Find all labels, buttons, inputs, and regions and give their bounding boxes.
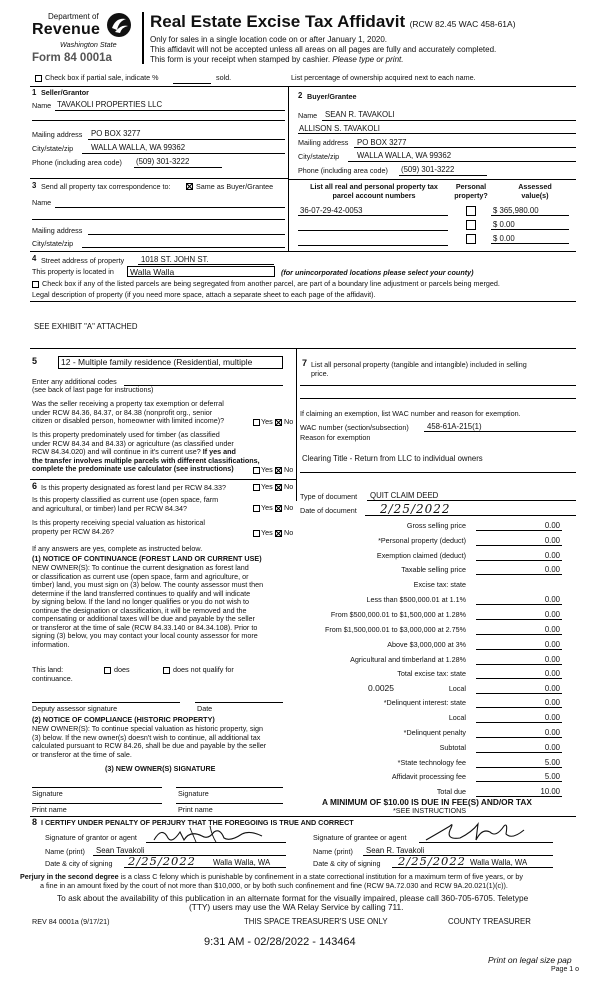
partial-sale-label: Check box if partial sale, indicate % bbox=[45, 73, 159, 82]
tax-row-value[interactable]: 0.00 bbox=[544, 521, 560, 530]
tax-row-label: Local bbox=[448, 713, 466, 722]
section-5-number: 5 bbox=[32, 356, 38, 366]
current-use-yes-checkbox[interactable] bbox=[253, 505, 260, 512]
doc-date[interactable]: 2/25/2022 bbox=[380, 502, 451, 516]
tax-row-underline bbox=[476, 678, 562, 679]
q-line: complete the predominate use calculator (see instructions) bbox=[32, 464, 234, 473]
seller-name[interactable]: TAVAKOLI PROPERTIES LLC bbox=[57, 100, 163, 109]
notice-line: calculated pursuant to RCW 84.26, shall be due and payable by the seller bbox=[32, 741, 267, 750]
seller-name-label: Name bbox=[32, 101, 52, 110]
parcel-col-header-1b: parcel account numbers bbox=[332, 190, 416, 200]
notice-continuance-text bbox=[32, 564, 263, 649]
tax-row-value[interactable]: 0.00 bbox=[544, 669, 560, 678]
tax-row-label: Taxable selling price bbox=[401, 565, 466, 574]
tax-row-value[interactable]: 0.00 bbox=[544, 684, 560, 693]
personal-property-checkbox[interactable] bbox=[466, 220, 476, 230]
tax-row-label: Less than $500,000.01 at 1.1% bbox=[366, 595, 466, 604]
parcel-col-header-3 bbox=[500, 183, 570, 200]
list-percentage-note: List percentage of ownership acquired next to each name. bbox=[291, 73, 476, 82]
tax-row-label: Above $3,000,000 at 3% bbox=[387, 640, 466, 649]
legal-description: SEE EXHIBIT "A" ATTACHED bbox=[34, 322, 138, 331]
notice-continuance-title: (1) NOTICE OF CONTINUANCE (FOREST LAND OR CURRENT USE) bbox=[32, 554, 262, 563]
tax-row-value[interactable]: 0.00 bbox=[544, 536, 560, 545]
current-use-no-checkbox[interactable] bbox=[275, 505, 282, 512]
notice-line: (3) below. If the new owner(s) doesn't wish to continue, all additional tax bbox=[32, 732, 261, 742]
revenue-swirl-icon bbox=[106, 12, 132, 38]
local-rate[interactable]: 0.0025 bbox=[368, 683, 394, 693]
buyer-city[interactable]: WALLA WALLA, WA 99362 bbox=[357, 151, 452, 160]
tax-row-value[interactable]: 0.00 bbox=[544, 698, 560, 707]
does-label: does bbox=[114, 665, 130, 674]
label-line: price. bbox=[311, 368, 329, 378]
type-print-note: Please type or print. bbox=[332, 55, 404, 64]
print-legal-note: Print on legal size pap bbox=[488, 955, 572, 965]
tax-row-underline bbox=[476, 737, 562, 738]
tax-row-value[interactable]: 0.00 bbox=[544, 728, 560, 737]
q-line: Is this property classified as current use (open space, farm bbox=[32, 495, 219, 504]
assessed-value[interactable]: $ 0.00 bbox=[493, 234, 515, 243]
tax-row-underline bbox=[476, 693, 562, 694]
see-instructions-note: *SEE INSTRUCTIONS bbox=[393, 806, 467, 815]
if-yes-note: If any answers are yes, complete as instructed below. bbox=[32, 544, 203, 553]
current-use-question bbox=[32, 496, 218, 513]
parcel-col-header-2 bbox=[450, 183, 492, 200]
no-label: No bbox=[284, 417, 294, 426]
tax-row-value[interactable]: 0.00 bbox=[544, 655, 560, 664]
historical-yes-checkbox[interactable] bbox=[253, 530, 260, 537]
buyer-mail[interactable]: PO BOX 3277 bbox=[357, 138, 407, 147]
buyer-mail-label: Mailing address bbox=[298, 138, 349, 147]
yes-label: Yes bbox=[261, 482, 273, 491]
rcw-ref: (RCW 82.45 WAC 458-61A) bbox=[409, 19, 516, 29]
tax-row-value[interactable]: 0.00 bbox=[544, 551, 560, 560]
tax-row-value[interactable]: 0.00 bbox=[544, 640, 560, 649]
grantee-city[interactable]: Walla Walla, WA bbox=[470, 858, 528, 867]
tax-row-underline bbox=[476, 560, 562, 561]
tax-row-value[interactable]: 0.00 bbox=[544, 610, 560, 619]
tax-row-underline bbox=[476, 781, 562, 782]
wac-number[interactable]: 458-61A-215(1) bbox=[427, 422, 482, 431]
exemption-deferral-question bbox=[32, 400, 224, 426]
receipt-note: This form is your receipt when stamped by cashier. bbox=[150, 55, 331, 64]
tax-row-label: Total due bbox=[436, 787, 466, 796]
notice-compliance-text bbox=[32, 725, 266, 759]
parcel-col-header-2b: property? bbox=[454, 190, 488, 200]
personal-property-checkbox[interactable] bbox=[466, 234, 476, 244]
parcel-col-header-2a: Personal bbox=[455, 182, 487, 191]
seller-mail-label: Mailing address bbox=[32, 130, 83, 139]
notice-line: information. bbox=[32, 639, 70, 649]
q-bold: If yes and bbox=[202, 447, 236, 456]
rev-number: REV 84 0001a (9/17/21) bbox=[32, 917, 110, 926]
correspondence-name-label: Name bbox=[32, 198, 52, 207]
new-owner-signature-title: (3) NEW OWNER(S) SIGNATURE bbox=[105, 764, 216, 773]
correspondence-city-label: City/state/zip bbox=[32, 239, 74, 248]
grantor-city[interactable]: Walla Walla, WA bbox=[213, 858, 271, 867]
historical-question bbox=[32, 519, 205, 536]
tax-row-underline bbox=[476, 619, 562, 620]
tax-row-underline bbox=[476, 574, 562, 575]
tax-row-label: Total excise tax: state bbox=[397, 669, 466, 678]
segregated-label: Check box if any of the listed parcels are being segregated from another parcel, are part of a boundary line adjustment or parcels being merged. bbox=[42, 279, 500, 288]
reason-label: Reason for exemption bbox=[300, 433, 371, 442]
parcel-col-header-3a: Assessed bbox=[518, 182, 552, 191]
tax-row-value[interactable]: 5.00 bbox=[544, 772, 560, 781]
located-in-label: This property is located in bbox=[32, 267, 114, 276]
accessibility-line-1: To ask about the availability of this publication in an alternate format for the visually impaired, please call 360-705-6705. Teletype bbox=[57, 893, 529, 903]
grantor-signature[interactable] bbox=[150, 822, 270, 846]
tax-row-value[interactable]: 0.00 bbox=[544, 565, 560, 574]
forest-no-checkbox[interactable] bbox=[275, 484, 282, 491]
personal-property-checkbox[interactable] bbox=[466, 206, 476, 216]
same-as-buyer-checkbox[interactable] bbox=[186, 183, 193, 190]
q-line: under RCW 84.34 and 84.33) or agriculture (as classified under bbox=[32, 438, 234, 448]
tax-row-underline bbox=[476, 545, 562, 546]
owner-print-name-label-1: Print name bbox=[32, 805, 67, 814]
this-land-label: This land: bbox=[32, 665, 64, 674]
owner-signature-label-2: Signature bbox=[178, 789, 209, 798]
buyer-phone-label: Phone (including area code) bbox=[298, 166, 388, 175]
form-title bbox=[150, 12, 516, 32]
header-line-3 bbox=[150, 55, 403, 64]
minimum-due-note: A MINIMUM OF $10.00 IS DUE IN FEE(S) AND/OR TAX bbox=[322, 797, 532, 807]
tax-row-label: Gross selling price bbox=[406, 521, 466, 530]
forest-land-question: Is this property designated as forest land per RCW 84.33? bbox=[41, 483, 226, 492]
section-6-number: 6 bbox=[32, 481, 38, 491]
section-1-number: 1 bbox=[32, 88, 37, 97]
assessed-value[interactable]: $ 365,980.00 bbox=[493, 206, 539, 215]
segregated-checkbox[interactable] bbox=[32, 281, 39, 288]
tax-row-value[interactable]: 0.00 bbox=[544, 595, 560, 604]
deputy-date-label: Date bbox=[197, 704, 213, 713]
grantor-date-label: Date & city of signing bbox=[45, 859, 113, 868]
treasurer-use-label: THIS SPACE TREASURER'S USE ONLY bbox=[244, 917, 388, 926]
assessed-value[interactable]: $ 0.00 bbox=[493, 220, 515, 229]
buyer-name-2[interactable]: ALLISON S. TAVAKOLI bbox=[299, 124, 380, 133]
notice-line: or classification as current use (open space, farm and agriculture, or bbox=[32, 571, 249, 581]
does-not-label: does not qualify for bbox=[173, 665, 234, 674]
notice-line: NEW OWNER(S): To continue the current designation as forest land bbox=[32, 563, 249, 572]
exemption-claim-label: If claiming an exemption, list WAC number and reason for exemption. bbox=[300, 409, 521, 418]
parcel-number[interactable]: 36-07-29-42-0053 bbox=[300, 206, 363, 215]
perjury-text-1: is a class C felony which is punishable by confinement in a state correctional institution for a maximum term of five years, or by bbox=[120, 872, 523, 881]
q-line: the transfer involves multiple parcels with different classifications, bbox=[32, 455, 260, 465]
tax-row-label: *Delinquent interest: state bbox=[383, 698, 466, 707]
correspondence-label: Send all property tax correspondence to: bbox=[41, 182, 171, 191]
tax-row-value[interactable]: 5.00 bbox=[544, 758, 560, 767]
seller-city[interactable]: WALLA WALLA, WA 99362 bbox=[91, 143, 186, 152]
legal-description-label: Legal description of property (if you need more space, attach a separate sheet to each page of the affidavit). bbox=[32, 290, 376, 299]
grantee-name[interactable]: Sean R. Tavakoli bbox=[366, 846, 425, 855]
tax-row-underline bbox=[476, 664, 562, 665]
seller-phone[interactable]: (509) 301-3222 bbox=[136, 157, 190, 166]
doc-type-label: Type of document bbox=[300, 492, 358, 501]
section-4-number: 4 bbox=[32, 254, 37, 263]
label-line: List all personal property (tangible and intangible) included in selling bbox=[311, 360, 527, 369]
grantor-name[interactable]: Sean Tavakoli bbox=[96, 846, 145, 855]
doc-date-label: Date of document bbox=[300, 506, 357, 515]
notice-line: NEW OWNER(S): To continue special valuation as historic property, sign bbox=[32, 724, 264, 733]
partial-sale-checkbox[interactable] bbox=[35, 75, 42, 82]
title-text: Real Estate Excise Tax Affidavit bbox=[150, 12, 406, 31]
tax-row-label: Subtotal bbox=[439, 743, 466, 752]
parcel-col-header-1a: List all real and personal property tax bbox=[310, 182, 438, 191]
tax-row-label: Agricultural and timberland at 1.28% bbox=[350, 655, 466, 664]
street-label: Street address of property bbox=[41, 256, 125, 265]
tax-row-underline bbox=[476, 767, 562, 768]
section-7-number: 7 bbox=[302, 358, 308, 368]
legal-description-box[interactable] bbox=[30, 301, 576, 349]
grantor-name-label: Name (print) bbox=[45, 847, 85, 856]
notice-line: or transferor at the time of sale (RCW 84.33.140 or 84.34.108). Prior to bbox=[32, 622, 258, 632]
section-3-number: 3 bbox=[32, 181, 37, 190]
q-line: and agricultural, or timber) land per RCW 84.34? bbox=[32, 503, 188, 513]
does-not-qualify-checkbox[interactable] bbox=[163, 667, 170, 674]
location-select[interactable]: Walla Walla bbox=[127, 266, 275, 277]
tax-row-underline bbox=[476, 604, 562, 605]
accessibility-line-2: (TTY) users may use the WA Relay Service by calling 711. bbox=[189, 902, 404, 912]
buyer-name-1[interactable]: SEAN R. TAVAKOLI bbox=[325, 110, 395, 119]
perjury-bold: Perjury in the second degree bbox=[20, 872, 119, 881]
tax-row-underline bbox=[476, 722, 562, 723]
grantee-signature[interactable] bbox=[420, 818, 540, 844]
section-2-number: 2 bbox=[298, 91, 303, 100]
forest-yes-checkbox[interactable] bbox=[253, 484, 260, 491]
additional-codes-label: Enter any additional codes bbox=[32, 377, 117, 386]
yes-label: Yes bbox=[261, 503, 273, 512]
yes-label: Yes bbox=[261, 528, 273, 537]
header-line-2: This affidavit will not be accepted unless all areas on all pages are fully and accurately completed. bbox=[150, 45, 497, 54]
buyer-name-label: Name bbox=[298, 111, 318, 120]
tax-row-value[interactable]: 0.00 bbox=[544, 713, 560, 722]
tax-row-label: Excise tax: state bbox=[413, 580, 466, 589]
notice-line: compensating or additional taxes will be due and payable by the seller bbox=[32, 614, 255, 623]
tax-row-value[interactable]: 0.00 bbox=[544, 625, 560, 634]
tax-row-underline bbox=[476, 634, 562, 635]
yes-label: Yes bbox=[261, 465, 273, 474]
tax-row-label: From $1,500,000.01 to $3,000,000 at 2.75% bbox=[324, 625, 466, 634]
notice-line: determine if the land transferred continues to qualify and will indicate bbox=[32, 588, 251, 598]
q-line: property per RCW 84.26? bbox=[32, 526, 114, 536]
tax-row-label: Exemption claimed (deduct) bbox=[376, 551, 466, 560]
doc-type[interactable]: QUIT CLAIM DEED bbox=[370, 491, 439, 500]
seller-phone-label: Phone (including area code) bbox=[32, 158, 122, 167]
page-number: Page 1 o bbox=[551, 966, 580, 973]
dept-line: Department of bbox=[48, 12, 99, 21]
q-line: Was the seller receiving a property tax exemption or deferral bbox=[32, 399, 224, 408]
grantor-date[interactable]: 2/25/2022 bbox=[128, 854, 196, 868]
wac-label: WAC number (section/subsection) bbox=[300, 423, 409, 432]
grantee-date[interactable]: 2/25/2022 bbox=[398, 854, 466, 868]
exemption-no-checkbox[interactable] bbox=[275, 419, 282, 426]
grantor-signature-label: Signature of grantor or agent bbox=[45, 833, 137, 842]
notice-line: continue the designation or classification, it will be removed and the bbox=[32, 605, 247, 615]
seller-heading: Seller/Grantor bbox=[41, 88, 89, 97]
no-label: No bbox=[284, 528, 294, 537]
buyer-heading: Buyer/Grantee bbox=[307, 92, 357, 101]
q-line: citizen or disabled person, homeowner with limited income)? bbox=[32, 416, 225, 425]
seller-mail[interactable]: PO BOX 3277 bbox=[91, 129, 141, 138]
tax-row-underline bbox=[476, 649, 562, 650]
parcel-col-header-3b: value(s) bbox=[521, 190, 549, 200]
q-text: RCW 84.34.020) and will continue in it's current use? bbox=[32, 447, 201, 456]
correspondence-mail-label: Mailing address bbox=[32, 226, 83, 235]
section-8-number: 8 bbox=[32, 817, 38, 827]
does-qualify-checkbox[interactable] bbox=[104, 667, 111, 674]
buyer-phone[interactable]: (509) 301-3222 bbox=[401, 165, 455, 174]
timber-no-checkbox[interactable] bbox=[275, 467, 282, 474]
no-label: No bbox=[284, 482, 294, 491]
additional-codes-note: (see back of last page for instructions) bbox=[32, 385, 154, 394]
buyer-city-label: City/state/zip bbox=[298, 152, 340, 161]
deputy-assessor-label: Deputy assessor signature bbox=[32, 704, 118, 713]
tax-row-label: *Delinquent penalty bbox=[403, 728, 466, 737]
county-treasurer-label: COUNTY TREASURER bbox=[448, 917, 531, 926]
partial-sale-sold: sold. bbox=[216, 73, 232, 82]
owner-print-name-label-2: Print name bbox=[178, 805, 213, 814]
tax-row-value[interactable]: 0.00 bbox=[544, 743, 560, 752]
street-address[interactable]: 1018 ST. JOHN ST. bbox=[141, 255, 209, 264]
tax-row-label: From $500,000.01 to $1,500,000 at 1.28% bbox=[330, 610, 466, 619]
unincorporated-note: (for unincorporated locations please select your county) bbox=[281, 268, 474, 277]
tax-row-label: *Personal property (deduct) bbox=[378, 536, 466, 545]
q-line: Is this property receiving special valuation as historical bbox=[32, 518, 205, 527]
land-use-select[interactable]: 12 - Multiple family residence (Residential, multiple bbox=[58, 356, 283, 369]
continuance-label: continuance. bbox=[32, 674, 73, 683]
tax-row-label: Affidavit processing fee bbox=[391, 772, 466, 781]
grantee-name-label: Name (print) bbox=[313, 847, 353, 856]
treasurer-stamp: 9:31 AM - 02/28/2022 - 143464 bbox=[204, 936, 356, 948]
tax-row-underline bbox=[476, 707, 562, 708]
tax-row-underline bbox=[476, 752, 562, 753]
grantee-date-label: Date & city of signing bbox=[313, 859, 381, 868]
notice-line: timber) land, you must sign on (3) below. The county assessor must then bbox=[32, 580, 264, 589]
notice-line: signing (3) below, you may contact your local county assessor for more bbox=[32, 631, 258, 640]
revenue-wordmark: Revenue bbox=[32, 21, 101, 38]
notice-line: or transferor at the time of sale. bbox=[32, 749, 132, 759]
personal-property-list-label bbox=[311, 361, 527, 378]
form-number: Form 84 0001a bbox=[32, 52, 112, 64]
certify-statement: I CERTIFY UNDER PENALTY OF PERJURY THAT THE FOREGOING IS TRUE AND CORRECT bbox=[41, 818, 354, 827]
tax-row-value[interactable]: 10.00 bbox=[540, 787, 560, 796]
historical-no-checkbox[interactable] bbox=[275, 530, 282, 537]
seller-city-label: City/state/zip bbox=[32, 144, 74, 153]
tax-row-label: Local bbox=[448, 684, 466, 693]
same-as-buyer-label: Same as Buyer/Grantee bbox=[196, 182, 274, 191]
q-line: under RCW 84.36, 84.37, or 84.38 (nonprofit org., senior bbox=[32, 407, 213, 417]
no-label: No bbox=[284, 465, 294, 474]
grantee-signature-label: Signature of grantee or agent bbox=[313, 833, 407, 842]
timber-yes-checkbox[interactable] bbox=[253, 467, 260, 474]
no-label: No bbox=[284, 503, 294, 512]
state-line: Washington State bbox=[60, 40, 117, 49]
owner-signature-label-1: Signature bbox=[32, 789, 63, 798]
revenue-logo bbox=[30, 10, 138, 70]
notice-compliance-title: (2) NOTICE OF COMPLIANCE (HISTORIC PROPERTY) bbox=[32, 715, 215, 724]
header-line-1: Only for sales in a single location code on or after January 1, 2020. bbox=[150, 35, 388, 44]
perjury-line-2: a fine in an amount fixed by the court of not more than $10,000, or by both such confinement and fine (RCW 9A.72.030 and RCW 9A.20.021(1)(c)). bbox=[40, 881, 508, 890]
timber-question bbox=[32, 431, 260, 474]
parcel-col-header-1 bbox=[300, 183, 448, 200]
exemption-yes-checkbox[interactable] bbox=[253, 419, 260, 426]
tax-row-underline bbox=[476, 530, 562, 531]
q-line: Is this property predominately used for timber (as classified bbox=[32, 430, 220, 439]
notice-line: by signing below. If the land no longer qualifies or you do not wish to bbox=[32, 597, 249, 606]
tax-row-label: *State technology fee bbox=[397, 758, 466, 767]
exemption-reason[interactable]: Clearing Title - Return from LLC to individual owners bbox=[302, 454, 483, 463]
yes-label: Yes bbox=[261, 417, 273, 426]
